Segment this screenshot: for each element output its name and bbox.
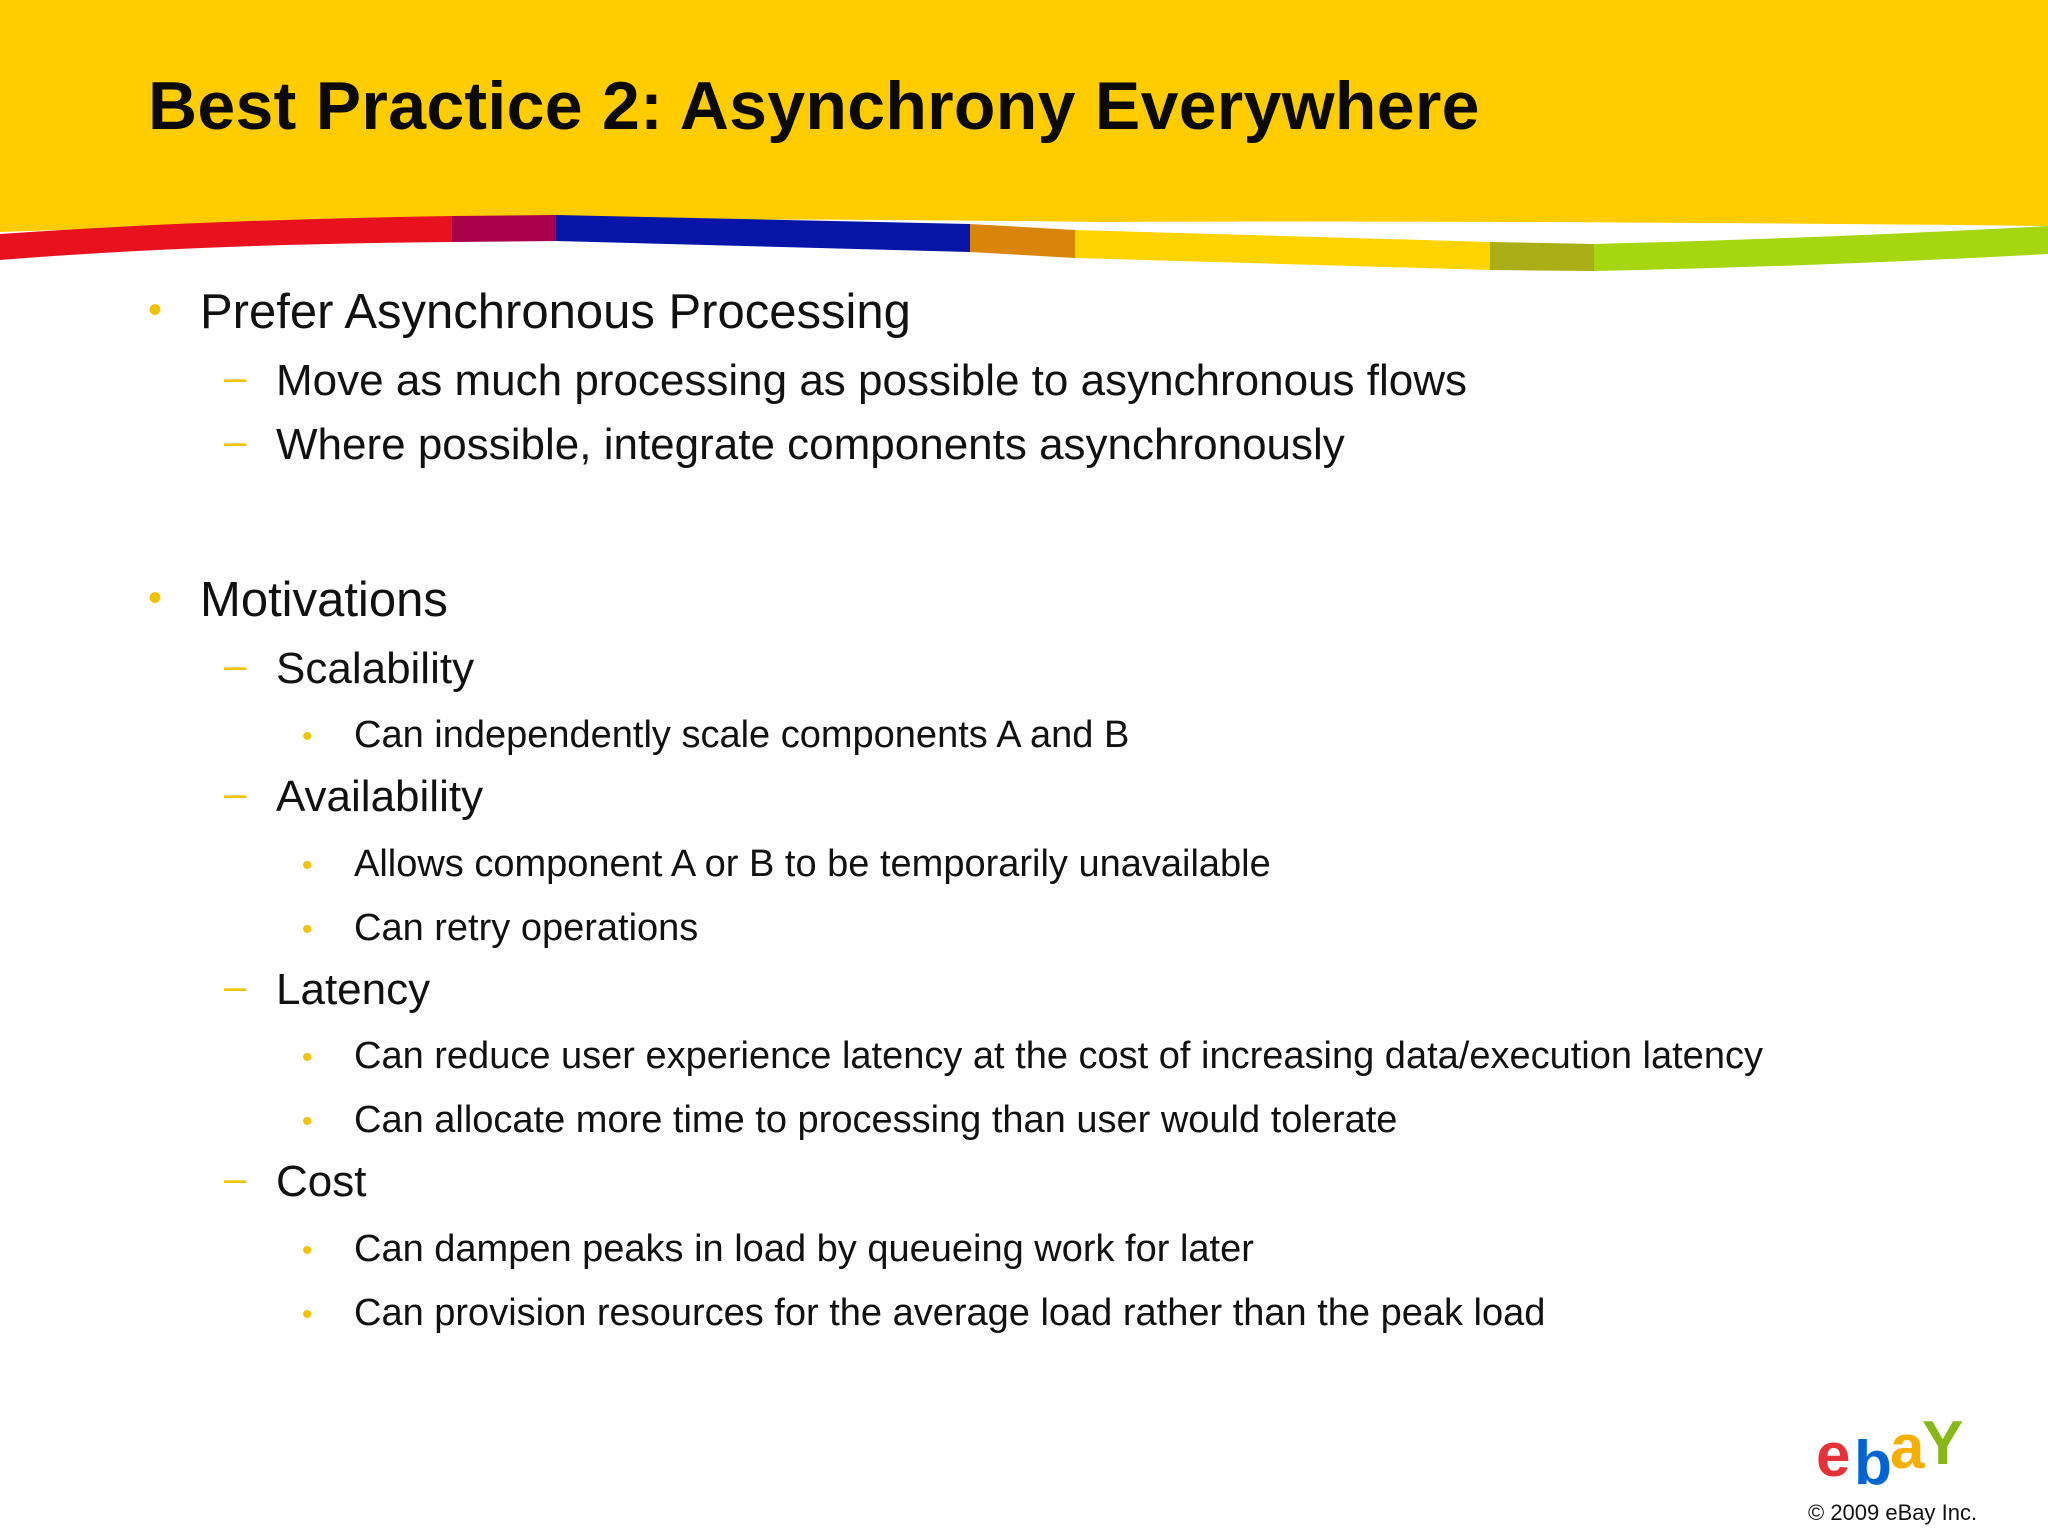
sub-bullet-text: Move as much processing as possible to asynchronous flows [276, 356, 1468, 405]
small-bullet-dot-icon: • [302, 1041, 313, 1074]
copyright-notice: © 2009 eBay Inc. [1808, 1500, 1978, 1525]
ebay-logo-icon [1814, 1414, 1974, 1490]
dash-icon: – [224, 356, 247, 400]
dash-icon: – [224, 1157, 247, 1201]
sub-bullet-text: Cost [276, 1157, 367, 1206]
sub-bullet-text: Scalability [276, 644, 475, 693]
sub-sub-bullet-text: Can provision resources for the average load rather than the peak load [354, 1292, 1546, 1334]
sub-sub-bullet-text: Allows component A or B to be temporarily unavailable [354, 843, 1271, 885]
small-bullet-dot-icon: • [302, 913, 313, 946]
sub-bullet-text: Latency [276, 965, 431, 1014]
small-bullet-dot-icon: • [302, 720, 313, 753]
sub-sub-bullet-text: Can retry operations [354, 907, 699, 949]
bullet-dot-icon: • [148, 576, 163, 620]
sub-sub-bullet-text: Can dampen peaks in load by queueing work for later [354, 1228, 1254, 1270]
bullet-dot-icon: • [148, 288, 163, 332]
sub-sub-bullet-text: Can allocate more time to processing than user would tolerate [354, 1099, 1398, 1141]
small-bullet-dot-icon: • [302, 849, 313, 882]
dash-icon: – [224, 420, 247, 464]
dash-icon: – [224, 772, 247, 816]
slide-title: Best Practice 2: Asynchrony Everywhere [148, 68, 1480, 144]
bullet-text: Prefer Asynchronous Processing [200, 285, 911, 339]
bullet-text: Motivations [200, 573, 448, 627]
small-bullet-dot-icon: • [302, 1105, 313, 1138]
logo-letter-a: a [1890, 1414, 1925, 1482]
dash-icon: – [224, 644, 247, 688]
sub-bullet-text: Where possible, integrate components asynchronously [276, 420, 1345, 469]
sub-bullet-text: Availability [276, 772, 484, 821]
small-bullet-dot-icon: • [302, 1298, 313, 1331]
small-bullet-dot-icon: • [302, 1234, 313, 1267]
sub-sub-bullet-text: Can independently scale components A and B [354, 714, 1130, 756]
logo-letter-b: b [1854, 1429, 1892, 1490]
logo-letter-y: Y [1922, 1414, 1964, 1478]
sub-sub-bullet-text: Can reduce user experience latency at the cost of increasing data/execution latency [354, 1035, 1763, 1077]
dash-icon: – [224, 965, 247, 1009]
logo-letter-e: e [1816, 1421, 1851, 1490]
